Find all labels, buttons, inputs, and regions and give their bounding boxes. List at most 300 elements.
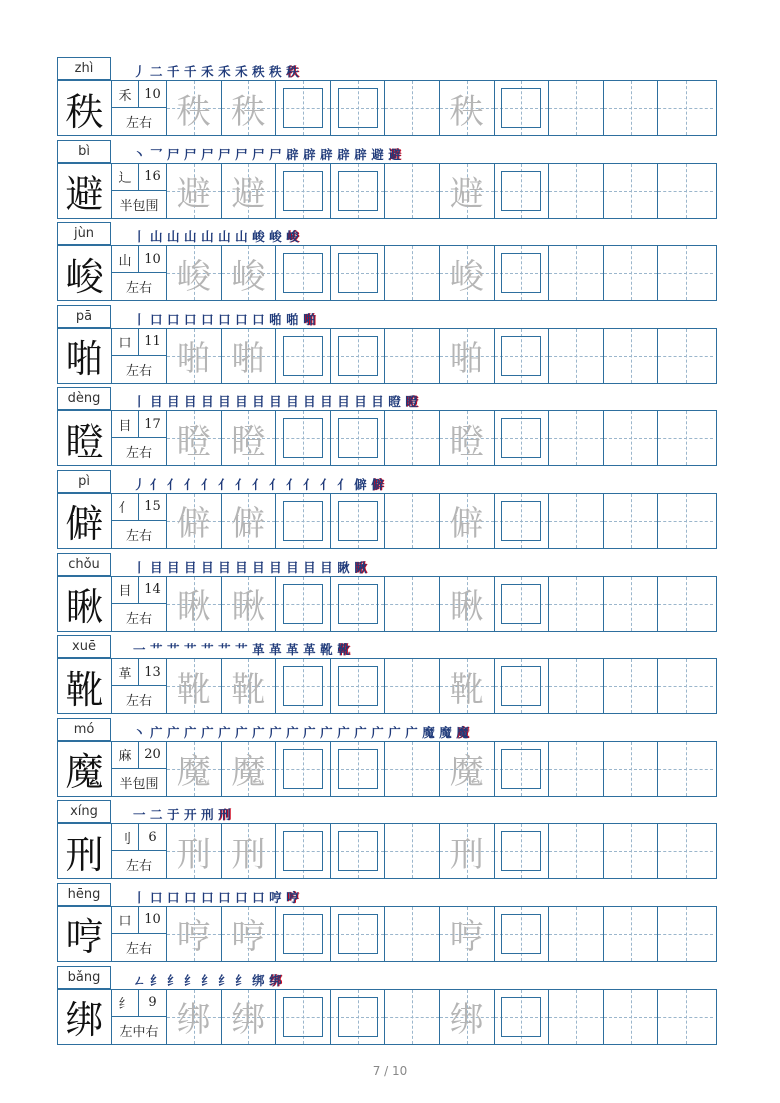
stroke-step: 乛 xyxy=(150,146,164,162)
stroke-step: 魔 xyxy=(422,724,436,740)
practice-cell[interactable] xyxy=(495,246,550,300)
practice-cell[interactable] xyxy=(658,81,713,135)
practice-cell[interactable] xyxy=(385,246,440,300)
writing-grid xyxy=(57,658,717,714)
info-top xyxy=(112,81,166,108)
practice-cell[interactable] xyxy=(167,907,222,961)
practice-cell[interactable] xyxy=(167,990,222,1044)
character-entry xyxy=(57,800,717,883)
practice-cell[interactable] xyxy=(440,659,495,713)
practice-cell[interactable] xyxy=(495,659,550,713)
stroke-step: 瞅 xyxy=(337,559,351,575)
practice-cell[interactable] xyxy=(222,659,277,713)
practice-cell[interactable] xyxy=(222,411,277,465)
inner-square-guide xyxy=(501,914,541,954)
stroke-step: 尸 xyxy=(184,146,198,162)
stroke-step: 瞅 xyxy=(354,559,368,575)
stroke-step: 亻 xyxy=(235,476,249,492)
inner-square-guide xyxy=(501,749,541,789)
stroke-step: 目 xyxy=(184,394,198,410)
pinyin-row xyxy=(57,140,717,163)
inner-square-guide xyxy=(338,997,378,1037)
character-entry xyxy=(57,57,717,140)
character-entry xyxy=(57,222,717,305)
practice-cell[interactable] xyxy=(167,494,222,548)
practice-cell[interactable] xyxy=(276,659,331,713)
stroke-step: 千 xyxy=(167,64,181,79)
stroke-step: 广 xyxy=(167,724,181,740)
character-entry xyxy=(57,553,717,636)
model-character: 僻 xyxy=(58,494,112,548)
stroke-step: 纟 xyxy=(167,972,181,988)
stroke-step: 革 xyxy=(269,642,283,658)
stroke-step: 纟 xyxy=(218,972,232,988)
stroke-count: 10 xyxy=(144,912,161,928)
practice-cell[interactable] xyxy=(276,81,331,135)
stroke-count: 13 xyxy=(144,664,161,680)
practice-cell[interactable] xyxy=(549,742,604,796)
practice-cell[interactable] xyxy=(331,411,386,465)
pinyin-label: chǒu xyxy=(57,553,111,576)
practice-cell[interactable] xyxy=(167,577,222,631)
pinyin-label: zhì xyxy=(57,57,111,80)
practice-cell[interactable] xyxy=(331,990,386,1044)
tracing-character: 避 xyxy=(449,174,484,215)
inner-square-guide xyxy=(501,253,541,293)
practice-cell[interactable] xyxy=(658,577,713,631)
practice-cell[interactable] xyxy=(604,329,659,383)
pinyin-row xyxy=(57,553,717,576)
practice-cell[interactable] xyxy=(549,577,604,631)
practice-cell[interactable] xyxy=(167,81,222,135)
stroke-step: 一 xyxy=(133,642,147,658)
inner-square-guide xyxy=(283,501,323,541)
practice-cell[interactable] xyxy=(276,329,331,383)
structure: 左右 xyxy=(125,446,152,462)
practice-cell[interactable] xyxy=(604,246,659,300)
stroke-step: 二 xyxy=(150,807,164,823)
practice-cell[interactable] xyxy=(222,577,277,631)
stroke-step: 目 xyxy=(235,559,249,575)
practice-cell[interactable] xyxy=(222,494,277,548)
practice-cell[interactable] xyxy=(222,81,277,135)
practice-cell[interactable] xyxy=(658,164,713,218)
practice-cell[interactable] xyxy=(276,494,331,548)
practice-cell[interactable] xyxy=(222,164,277,218)
model-character: 靴 xyxy=(58,659,112,713)
stroke-step: 目 xyxy=(201,559,215,575)
writing-grid xyxy=(57,80,717,136)
practice-cell[interactable] xyxy=(549,907,604,961)
stroke-order-sequence xyxy=(133,555,371,576)
practice-cell[interactable] xyxy=(549,246,604,300)
radical: 辶 xyxy=(112,164,139,190)
stroke-step: 亻 xyxy=(218,476,232,492)
stroke-step: 目 xyxy=(184,559,198,575)
model-character: 秩 xyxy=(58,81,112,135)
radical: 口 xyxy=(112,329,139,355)
stroke-step: 丨 xyxy=(133,394,147,410)
practice-cell[interactable] xyxy=(167,659,222,713)
writing-grid xyxy=(57,576,717,632)
practice-cell[interactable] xyxy=(604,577,659,631)
info-top xyxy=(112,577,166,604)
stroke-step: 亻 xyxy=(167,476,181,492)
practice-cell[interactable] xyxy=(331,494,386,548)
practice-cell[interactable] xyxy=(222,742,277,796)
model-character: 瞪 xyxy=(58,411,112,465)
stroke-step: 广 xyxy=(337,724,351,740)
stroke-step: 目 xyxy=(201,394,215,410)
stroke-step: 魔 xyxy=(456,724,470,740)
practice-cell[interactable] xyxy=(331,907,386,961)
writing-grid xyxy=(57,410,717,466)
practice-cell[interactable] xyxy=(222,329,277,383)
model-character: 瞅 xyxy=(58,577,112,631)
stroke-step: 丿 xyxy=(133,476,147,492)
inner-square-guide xyxy=(283,749,323,789)
practice-cell[interactable] xyxy=(276,411,331,465)
pinyin-label: dèng xyxy=(57,387,111,410)
practice-cell[interactable] xyxy=(440,990,495,1044)
stroke-order-sequence xyxy=(133,307,320,328)
pinyin-row xyxy=(57,57,717,80)
tracing-character: 秩 xyxy=(231,91,266,132)
practice-cell[interactable] xyxy=(331,81,386,135)
practice-cell[interactable] xyxy=(658,742,713,796)
writing-grid xyxy=(57,493,717,549)
stroke-step: 口 xyxy=(252,889,266,905)
info-top xyxy=(112,990,166,1017)
tracing-character: 刑 xyxy=(176,834,211,875)
practice-cell[interactable] xyxy=(440,411,495,465)
stroke-step: 刑 xyxy=(218,807,232,823)
practice-cell[interactable] xyxy=(495,824,550,878)
inner-square-guide xyxy=(338,88,378,128)
stroke-step: 辟 xyxy=(337,146,351,162)
stroke-step: 啪 xyxy=(286,311,300,327)
radical: 目 xyxy=(112,577,139,603)
stroke-count: 14 xyxy=(144,582,161,598)
tracing-character: 刑 xyxy=(231,834,266,875)
practice-cell[interactable] xyxy=(331,164,386,218)
practice-cell[interactable] xyxy=(440,742,495,796)
pinyin-row xyxy=(57,387,717,410)
practice-cell[interactable] xyxy=(549,411,604,465)
character-entry xyxy=(57,140,717,223)
practice-cell[interactable] xyxy=(222,990,277,1044)
practice-cell[interactable] xyxy=(385,329,440,383)
practice-cell[interactable] xyxy=(331,742,386,796)
practice-cell[interactable] xyxy=(495,329,550,383)
practice-cell[interactable] xyxy=(495,494,550,548)
practice-cell[interactable] xyxy=(658,494,713,548)
tracing-character: 峻 xyxy=(449,256,484,297)
pinyin-label: xuē xyxy=(57,635,111,658)
stroke-step: 亻 xyxy=(303,476,317,492)
stroke-step: 目 xyxy=(286,559,300,575)
practice-cell[interactable] xyxy=(385,907,440,961)
inner-square-guide xyxy=(501,418,541,458)
stroke-step: 山 xyxy=(218,229,232,245)
model-character: 魔 xyxy=(58,742,112,796)
practice-cell[interactable] xyxy=(440,824,495,878)
stroke-step: 目 xyxy=(218,559,232,575)
stroke-step: 口 xyxy=(235,889,249,905)
stroke-step: 靴 xyxy=(320,642,334,658)
stroke-step: 目 xyxy=(167,559,181,575)
stroke-step: 革 xyxy=(252,642,266,658)
model-character: 啪 xyxy=(58,329,112,383)
pinyin-label: pì xyxy=(57,470,111,493)
inner-square-guide xyxy=(283,418,323,458)
practice-cell[interactable] xyxy=(222,824,277,878)
model-character: 哼 xyxy=(58,907,112,961)
practice-cell[interactable] xyxy=(167,164,222,218)
structure: 左右 xyxy=(125,528,152,544)
stroke-step: 僻 xyxy=(354,476,368,492)
practice-cell[interactable] xyxy=(276,907,331,961)
practice-cell[interactable] xyxy=(167,742,222,796)
inner-square-guide xyxy=(501,336,541,376)
stroke-step: 啪 xyxy=(269,311,283,327)
stroke-step: 口 xyxy=(218,311,232,327)
practice-cell[interactable] xyxy=(385,824,440,878)
structure: 左右 xyxy=(125,281,152,297)
stroke-step: 目 xyxy=(286,394,300,410)
stroke-step: 亻 xyxy=(320,476,334,492)
practice-cell[interactable] xyxy=(276,164,331,218)
practice-cell[interactable] xyxy=(495,742,550,796)
practice-cell[interactable] xyxy=(549,164,604,218)
stroke-step: 开 xyxy=(184,807,198,823)
practice-cell[interactable] xyxy=(276,990,331,1044)
practice-cell[interactable] xyxy=(276,246,331,300)
structure: 左右 xyxy=(125,611,152,627)
stroke-step: 避 xyxy=(371,146,385,162)
stroke-step: 艹 xyxy=(218,642,232,658)
stroke-step: 广 xyxy=(354,724,368,740)
stroke-step: 山 xyxy=(235,229,249,245)
pinyin-row xyxy=(57,305,717,328)
stroke-step: 亻 xyxy=(184,476,198,492)
inner-square-guide xyxy=(501,584,541,624)
stroke-step: 千 xyxy=(184,64,198,79)
practice-cell[interactable] xyxy=(385,659,440,713)
stroke-step: 山 xyxy=(184,229,198,245)
practice-cell[interactable] xyxy=(331,577,386,631)
stroke-step: 目 xyxy=(269,394,283,410)
practice-cell[interactable] xyxy=(658,659,713,713)
practice-cell[interactable] xyxy=(495,81,550,135)
structure: 左中右 xyxy=(119,1024,159,1040)
writing-grid xyxy=(57,245,717,301)
practice-cell[interactable] xyxy=(549,990,604,1044)
tracing-character: 僻 xyxy=(231,504,266,545)
stroke-step: 峻 xyxy=(269,229,283,245)
radical: 亻 xyxy=(112,494,139,520)
stroke-step: 广 xyxy=(286,724,300,740)
stroke-step: 纟 xyxy=(201,972,215,988)
practice-cell[interactable] xyxy=(440,907,495,961)
tracing-character: 峻 xyxy=(176,256,211,297)
stroke-order-sequence xyxy=(133,59,303,80)
stroke-step: 二 xyxy=(150,64,164,79)
inner-square-guide xyxy=(338,253,378,293)
stroke-step: 靴 xyxy=(337,642,351,658)
practice-cell[interactable] xyxy=(549,329,604,383)
practice-cell[interactable] xyxy=(440,164,495,218)
practice-cell[interactable] xyxy=(331,824,386,878)
practice-cell[interactable] xyxy=(385,81,440,135)
practice-cell[interactable] xyxy=(495,907,550,961)
radical: 口 xyxy=(112,907,139,933)
practice-cell[interactable] xyxy=(276,824,331,878)
info-top xyxy=(112,824,166,851)
practice-cell[interactable] xyxy=(549,824,604,878)
inner-square-guide xyxy=(283,831,323,871)
practice-cell[interactable] xyxy=(385,494,440,548)
practice-cell[interactable] xyxy=(331,659,386,713)
practice-cell[interactable] xyxy=(495,990,550,1044)
stroke-count: 20 xyxy=(144,747,161,763)
practice-cell[interactable] xyxy=(385,990,440,1044)
stroke-step: 广 xyxy=(201,724,215,740)
stroke-count: 6 xyxy=(148,829,157,845)
practice-cell[interactable] xyxy=(440,81,495,135)
info-top xyxy=(112,742,166,769)
practice-cell[interactable] xyxy=(658,824,713,878)
stroke-order-sequence xyxy=(133,224,303,245)
stroke-step: 口 xyxy=(218,889,232,905)
stroke-step: 丶 xyxy=(133,724,147,740)
practice-cell[interactable] xyxy=(604,81,659,135)
radical: 山 xyxy=(112,246,139,272)
practice-cell[interactable] xyxy=(495,164,550,218)
tracing-character: 刑 xyxy=(449,834,484,875)
practice-cell[interactable] xyxy=(658,329,713,383)
practice-cell[interactable] xyxy=(658,990,713,1044)
structure: 左右 xyxy=(125,116,152,131)
stroke-step: 口 xyxy=(184,889,198,905)
stroke-step: 广 xyxy=(320,724,334,740)
practice-cell[interactable] xyxy=(604,742,659,796)
practice-cell[interactable] xyxy=(222,907,277,961)
practice-cell[interactable] xyxy=(167,824,222,878)
stroke-count: 10 xyxy=(144,251,161,267)
practice-cell[interactable] xyxy=(385,164,440,218)
stroke-step: 广 xyxy=(150,724,164,740)
stroke-order-sequence xyxy=(133,472,388,493)
practice-cell[interactable] xyxy=(167,329,222,383)
inner-square-guide xyxy=(283,666,323,706)
practice-cell[interactable] xyxy=(658,907,713,961)
stroke-step: 目 xyxy=(303,394,317,410)
practice-cell[interactable] xyxy=(331,246,386,300)
practice-cell[interactable] xyxy=(440,577,495,631)
practice-cell[interactable] xyxy=(604,824,659,878)
practice-cell[interactable] xyxy=(385,411,440,465)
stroke-step: 峻 xyxy=(286,229,300,245)
stroke-step: 尸 xyxy=(252,146,266,162)
tracing-character: 靴 xyxy=(231,669,266,710)
character-info xyxy=(112,164,167,218)
practice-cell[interactable] xyxy=(276,742,331,796)
stroke-step: 辟 xyxy=(303,146,317,162)
pinyin-row xyxy=(57,222,717,245)
stroke-step: 革 xyxy=(303,642,317,658)
tracing-character: 瞅 xyxy=(449,587,484,628)
practice-cell[interactable] xyxy=(167,411,222,465)
inner-square-guide xyxy=(338,171,378,211)
tracing-character: 瞪 xyxy=(449,421,484,462)
practice-cell[interactable] xyxy=(495,411,550,465)
practice-cell[interactable] xyxy=(495,577,550,631)
stroke-step: 目 xyxy=(371,394,385,410)
practice-cell[interactable] xyxy=(440,246,495,300)
stroke-count: 11 xyxy=(144,334,161,350)
practice-cell[interactable] xyxy=(276,577,331,631)
info-top xyxy=(112,411,166,438)
stroke-step: 丿 xyxy=(133,64,147,79)
practice-cell[interactable] xyxy=(222,246,277,300)
stroke-step: 广 xyxy=(388,724,402,740)
practice-cell[interactable] xyxy=(549,81,604,135)
model-character: 绑 xyxy=(58,990,112,1044)
tracing-character: 瞪 xyxy=(176,421,211,462)
stroke-step: 口 xyxy=(167,311,181,327)
practice-cell[interactable] xyxy=(604,907,659,961)
practice-cell[interactable] xyxy=(604,990,659,1044)
radical: 刂 xyxy=(112,824,139,850)
character-entry xyxy=(57,635,717,718)
stroke-step: 山 xyxy=(167,229,181,245)
stroke-step: 丨 xyxy=(133,311,147,327)
practice-cell[interactable] xyxy=(549,659,604,713)
practice-cell[interactable] xyxy=(549,494,604,548)
practice-cell[interactable] xyxy=(604,494,659,548)
character-info xyxy=(112,742,167,796)
stroke-step: 目 xyxy=(320,394,334,410)
pinyin-label: xíng xyxy=(57,800,111,823)
stroke-step: 丶 xyxy=(133,146,147,162)
stroke-count: 17 xyxy=(144,416,161,432)
character-info xyxy=(112,577,167,631)
practice-cell[interactable] xyxy=(658,246,713,300)
radical: 革 xyxy=(112,659,139,685)
inner-square-guide xyxy=(338,501,378,541)
practice-cell[interactable] xyxy=(331,329,386,383)
character-info xyxy=(112,411,167,465)
practice-cell[interactable] xyxy=(604,164,659,218)
practice-cell[interactable] xyxy=(167,246,222,300)
practice-cell[interactable] xyxy=(385,742,440,796)
practice-cell[interactable] xyxy=(385,577,440,631)
stroke-step: 哼 xyxy=(286,889,300,905)
practice-cell[interactable] xyxy=(440,494,495,548)
practice-cell[interactable] xyxy=(440,329,495,383)
tracing-character: 瞪 xyxy=(231,421,266,462)
info-top xyxy=(112,246,166,273)
practice-cell[interactable] xyxy=(658,411,713,465)
stroke-step: 绑 xyxy=(269,972,283,988)
pinyin-row xyxy=(57,800,717,823)
tracing-character: 魔 xyxy=(231,752,266,793)
practice-cell[interactable] xyxy=(604,659,659,713)
character-entry xyxy=(57,387,717,470)
practice-cell[interactable] xyxy=(604,411,659,465)
inner-square-guide xyxy=(283,914,323,954)
